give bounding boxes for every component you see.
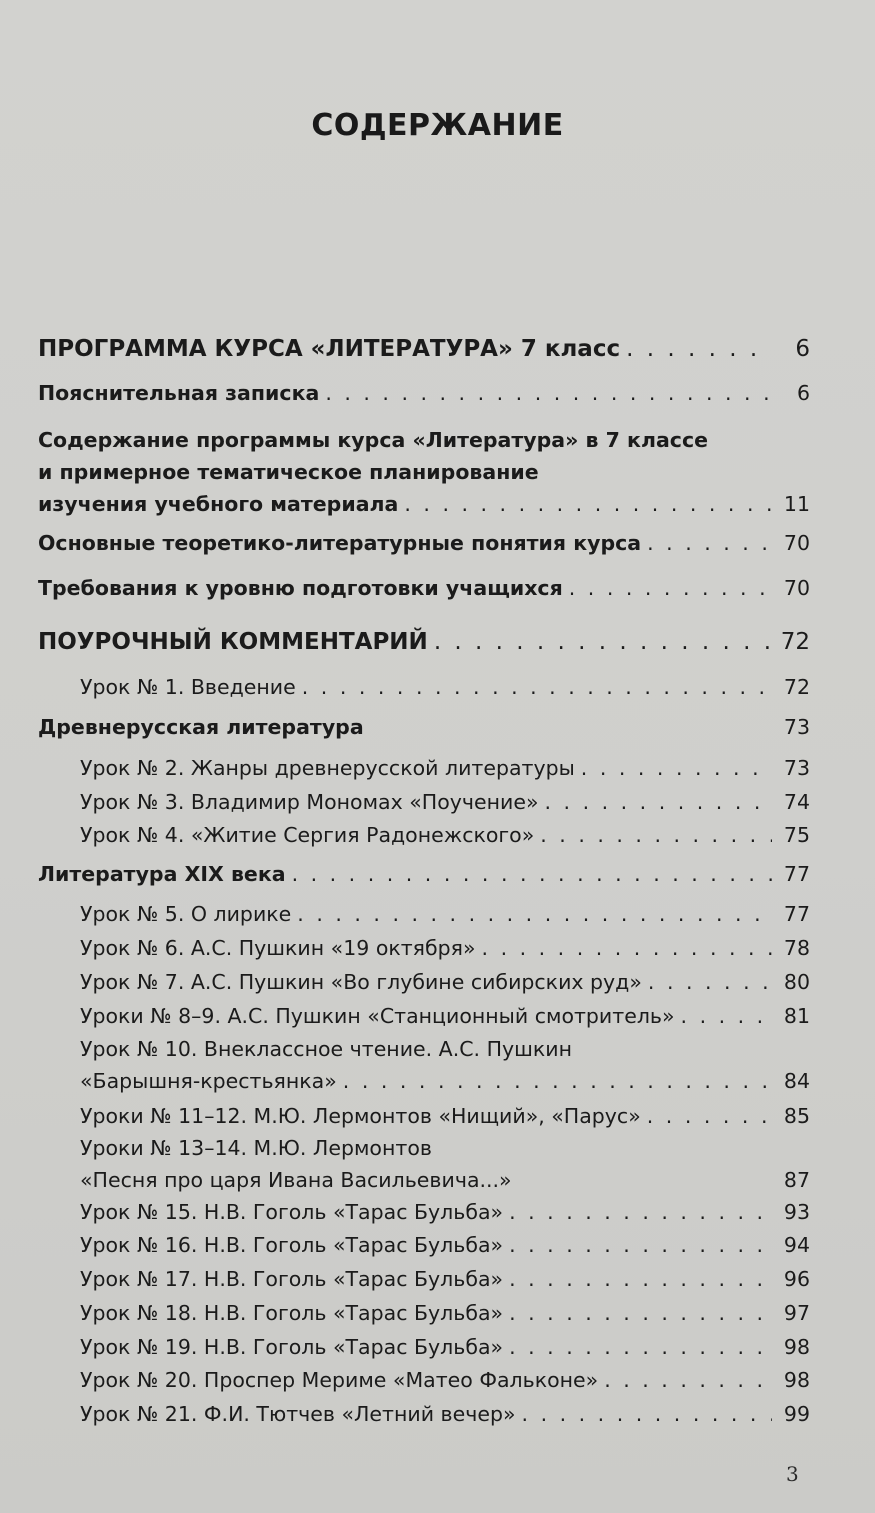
toc-entry-page: 77 <box>783 862 810 886</box>
toc-entry-lesson-commentary <box>38 626 810 658</box>
leader-dots <box>404 488 772 520</box>
toc-entry-page: 87 <box>783 1168 810 1192</box>
toc-entry-page: 73 <box>783 756 810 780</box>
toc-entry-lesson-7 <box>80 966 810 998</box>
toc-entry-text: Урок № 21. Ф.И. Тютчев «Летний вечер» <box>80 1402 516 1426</box>
toc-entry-requirements <box>38 572 810 604</box>
toc-entry-page: 11 <box>783 492 810 516</box>
toc-entry-text: Урок № 5. О лирике <box>80 902 292 926</box>
toc-entry-text: Урок № 19. Н.В. Гоголь «Тарас Бульба» <box>80 1335 504 1359</box>
leader-dots <box>509 1331 772 1363</box>
page-title: СОДЕРЖАНИЕ <box>311 108 564 143</box>
leader-dots <box>647 527 772 559</box>
toc-entry-page: 98 <box>783 1335 810 1359</box>
toc-entry-text: Урок № 17. Н.В. Гоголь «Тарас Бульба» <box>80 1267 504 1291</box>
leader-dots <box>545 786 773 818</box>
toc-entry-line: Содержание программы курса «Литература» в 7 классе <box>38 428 709 452</box>
toc-entry-page: 85 <box>783 1104 810 1128</box>
toc-entry-theory-concepts <box>38 527 810 559</box>
toc-entry-page: 97 <box>783 1301 810 1325</box>
toc-entry-page: 99 <box>783 1402 810 1426</box>
toc-entry-lesson-19 <box>80 1331 810 1363</box>
toc-entry-lessons-11-12 <box>80 1100 810 1132</box>
toc-entry-page: 96 <box>783 1267 810 1291</box>
toc-entry-page: 70 <box>783 576 810 600</box>
toc-entry-program <box>38 333 810 365</box>
toc-entry-text: Уроки № 11–12. М.Ю. Лермонтов «Нищий», «Парус» <box>80 1104 641 1128</box>
toc-entry-page: 77 <box>783 902 810 926</box>
toc-entry-page: 75 <box>783 823 810 847</box>
toc-entry-text: Литература XIX века <box>38 862 286 886</box>
page-number: 3 <box>786 1462 799 1486</box>
toc-entry-lesson-20 <box>80 1364 810 1396</box>
toc-entry-page: 6 <box>796 381 810 405</box>
leader-dots <box>648 966 772 998</box>
leader-dots <box>522 1398 772 1430</box>
toc-entry-text: ПРОГРАММА КУРСА «ЛИТЕРАТУРА» 7 класс <box>38 336 621 362</box>
toc-entry-19th-century-literature <box>38 858 810 890</box>
toc-entry-text: Основные теоретико-литературные понятия курса <box>38 531 642 555</box>
toc-entry-lesson-18 <box>80 1297 810 1329</box>
toc-entry-page: 81 <box>783 1004 810 1028</box>
toc-entry-page: 70 <box>783 531 810 555</box>
toc-entry-lesson-15 <box>80 1196 810 1228</box>
toc-entry-text: Урок № 2. Жанры древнерусской литературы <box>80 756 575 780</box>
toc-entry-text: Урок № 16. Н.В. Гоголь «Тарас Бульба» <box>80 1233 504 1257</box>
toc-entry-text: «Барышня-крестьянка» <box>80 1069 337 1093</box>
leader-dots <box>681 1000 772 1032</box>
toc-entry-text: Урок № 18. Н.В. Гоголь «Тарас Бульба» <box>80 1301 504 1325</box>
toc-entry-lesson-2 <box>80 752 810 784</box>
toc-entry-text: Древнерусская литература <box>38 715 364 739</box>
toc-entry-explanatory-note <box>38 377 810 409</box>
toc-entry-lesson-3 <box>80 786 810 818</box>
toc-entry-lesson-10 <box>80 1033 810 1097</box>
toc-entry-text: ПОУРОЧНЫЙ КОММЕНТАРИЙ <box>38 629 428 655</box>
leader-dots <box>325 377 772 409</box>
toc-entry-old-russian-literature <box>38 711 810 743</box>
toc-entry-page: 72 <box>780 629 810 655</box>
toc-entry-page: 80 <box>783 970 810 994</box>
toc-entry-text: Пояснительная записка <box>38 381 320 405</box>
leader-dots <box>509 1196 772 1228</box>
toc-entry-lessons-8-9 <box>80 1000 810 1032</box>
leader-dots <box>604 1364 772 1396</box>
leader-dots <box>509 1263 772 1295</box>
toc-entry-text: Урок № 20. Проспер Мериме «Матео Фальконе» <box>80 1368 599 1392</box>
leader-dots <box>647 1100 772 1132</box>
leader-dots <box>509 1297 772 1329</box>
leader-dots <box>302 671 772 703</box>
leader-dots <box>343 1065 772 1097</box>
toc-entry-lesson-1 <box>80 671 810 703</box>
toc-entry-lessons-13-14 <box>80 1132 810 1196</box>
toc-entry-page: 94 <box>783 1233 810 1257</box>
toc-entry-line: Урок № 10. Внеклассное чтение. А.С. Пушкин <box>80 1037 572 1061</box>
leader-dots <box>434 626 772 658</box>
toc-entry-text: Уроки № 8–9. А.С. Пушкин «Станционный смотритель» <box>80 1004 675 1028</box>
toc-entry-lesson-5 <box>80 898 810 930</box>
leader-dots <box>540 819 772 851</box>
toc-entry-page: 78 <box>783 936 810 960</box>
toc-entry-text: Урок № 4. «Житие Сергия Радонежского» <box>80 823 535 847</box>
toc-entry-lesson-4 <box>80 819 810 851</box>
toc-entry-lesson-6 <box>80 932 810 964</box>
toc-entry-text: изучения учебного материала <box>38 492 399 516</box>
toc-entry-page: 93 <box>783 1200 810 1224</box>
toc-entry-program-content <box>38 424 810 520</box>
toc-entry-text: Урок № 3. Владимир Мономах «Поучение» <box>80 790 539 814</box>
toc-entry-lesson-16 <box>80 1229 810 1261</box>
toc-entry-text: Требования к уровню подготовки учащихся <box>38 576 563 600</box>
toc-entry-page: 84 <box>783 1069 810 1093</box>
toc-entry-page: 74 <box>783 790 810 814</box>
leader-dots <box>509 1229 772 1261</box>
toc-entry-text: Урок № 15. Н.В. Гоголь «Тарас Бульба» <box>80 1200 504 1224</box>
leader-dots <box>626 333 772 365</box>
toc-entry-line: и примерное тематическое планирование <box>38 460 539 484</box>
toc-entry-page: 72 <box>783 675 810 699</box>
toc-entry-text: Урок № 6. А.С. Пушкин «19 октября» <box>80 936 476 960</box>
toc-entry-line: Уроки № 13–14. М.Ю. Лермонтов <box>80 1136 432 1160</box>
toc-entry-page: 6 <box>795 336 810 362</box>
toc-entry-page: 73 <box>783 715 810 739</box>
leader-dots <box>482 932 772 964</box>
leader-dots <box>292 858 772 890</box>
toc-entry-text: Урок № 7. А.С. Пушкин «Во глубине сибирских руд» <box>80 970 642 994</box>
toc-entry-text: «Песня про царя Ивана Васильевича...» <box>80 1168 512 1192</box>
toc-entry-lesson-17 <box>80 1263 810 1295</box>
leader-dots <box>581 752 772 784</box>
toc-entry-page: 98 <box>783 1368 810 1392</box>
leader-dots <box>569 572 772 604</box>
toc-entry-lesson-21 <box>80 1398 810 1430</box>
leader-dots <box>297 898 772 930</box>
toc-entry-text: Урок № 1. Введение <box>80 675 296 699</box>
